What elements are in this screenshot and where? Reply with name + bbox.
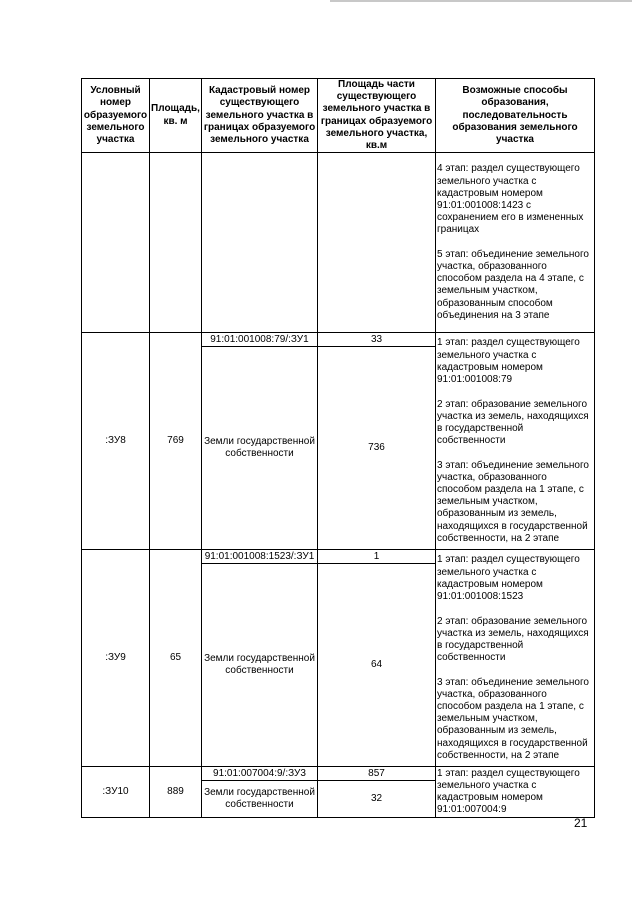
part-area: 857 <box>318 767 436 781</box>
formation-methods: 1 этап: раздел существующего земельного участка с кадастровым номером 91:01:001008:1523 2 этап: образование земельного участка из земель, находящихся в государственной собственности 3 этап: объединение земельного участка, образованного способом раздела на 1 этапе, с земельным участком, образованным из земель, находящихся в государственной собственности, на 2 этапе <box>436 550 595 767</box>
continuation-empty-area <box>150 153 202 333</box>
cadastral-number: Земли государственной собственности <box>202 347 318 550</box>
table-row <box>82 333 595 347</box>
formation-methods: 1 этап: раздел существующего земельного участка с кадастровым номером 91:01:007004:9 <box>436 767 595 818</box>
page-edge-line <box>330 0 632 2</box>
cadastral-number: Земли государственной собственности <box>202 781 318 818</box>
continuation-empty-cadastral <box>202 153 318 333</box>
plot-area: 889 <box>150 767 202 818</box>
part-area: 32 <box>318 781 436 818</box>
cadastral-number: Земли государственной собственности <box>202 564 318 767</box>
header-methods: Возможные способы образования, последовательность образования земельного участка <box>436 79 595 153</box>
part-area: 33 <box>318 333 436 347</box>
formation-methods: 1 этап: раздел существующего земельного участка с кадастровым номером 91:01:001008:79 2 этап: образование земельного участка из земель, находящихся в государственной собственности 3 этап: объединение земельного участка, образованного способом раздела на 1 этапе, с земельным участком, образованным из земель, находящихся в государственной собственности, на 2 этапе <box>436 333 595 550</box>
plot-id: :ЗУ10 <box>82 767 150 818</box>
plot-area: 65 <box>150 550 202 767</box>
table-row <box>82 550 595 564</box>
header-plot-number: Условный номер образуемого земельного участка <box>82 79 150 153</box>
header-cadastral-number: Кадастровый номер существующего земельного участка в границах образуемого земельного участка <box>202 79 318 153</box>
header-row <box>82 79 595 153</box>
part-area: 736 <box>318 347 436 550</box>
plot-area: 769 <box>150 333 202 550</box>
part-area: 64 <box>318 564 436 767</box>
page-number: 21 <box>574 816 588 830</box>
cadastral-number: 91:01:001008:1523/:ЗУ1 <box>202 550 318 564</box>
table-row <box>82 767 595 781</box>
continuation-row <box>82 153 595 333</box>
cadastral-number: 91:01:001008:79/:ЗУ1 <box>202 333 318 347</box>
cadastral-number: 91:01:007004:9/:ЗУ3 <box>202 767 318 781</box>
plot-id: :ЗУ8 <box>82 333 150 550</box>
continuation-empty-id <box>82 153 150 333</box>
plot-id: :ЗУ9 <box>82 550 150 767</box>
land-plots-table <box>81 78 595 818</box>
part-area: 1 <box>318 550 436 564</box>
continuation-empty-part <box>318 153 436 333</box>
header-area: Площадь, кв. м <box>150 79 202 153</box>
header-part-area: Площадь части существующего земельного участка в границах образуемого земельного участка, кв.м <box>318 79 436 153</box>
continuation-methods: 4 этап: раздел существующего земельного участка с кадастровым номером 91:01:001008:1423 с сохранением его в измененных границах 5 этап: объединение земельного участка, образованного способом раздела на 4 этапе, с земельным участком, образованным способом объединения на 3 этапе <box>436 153 595 333</box>
